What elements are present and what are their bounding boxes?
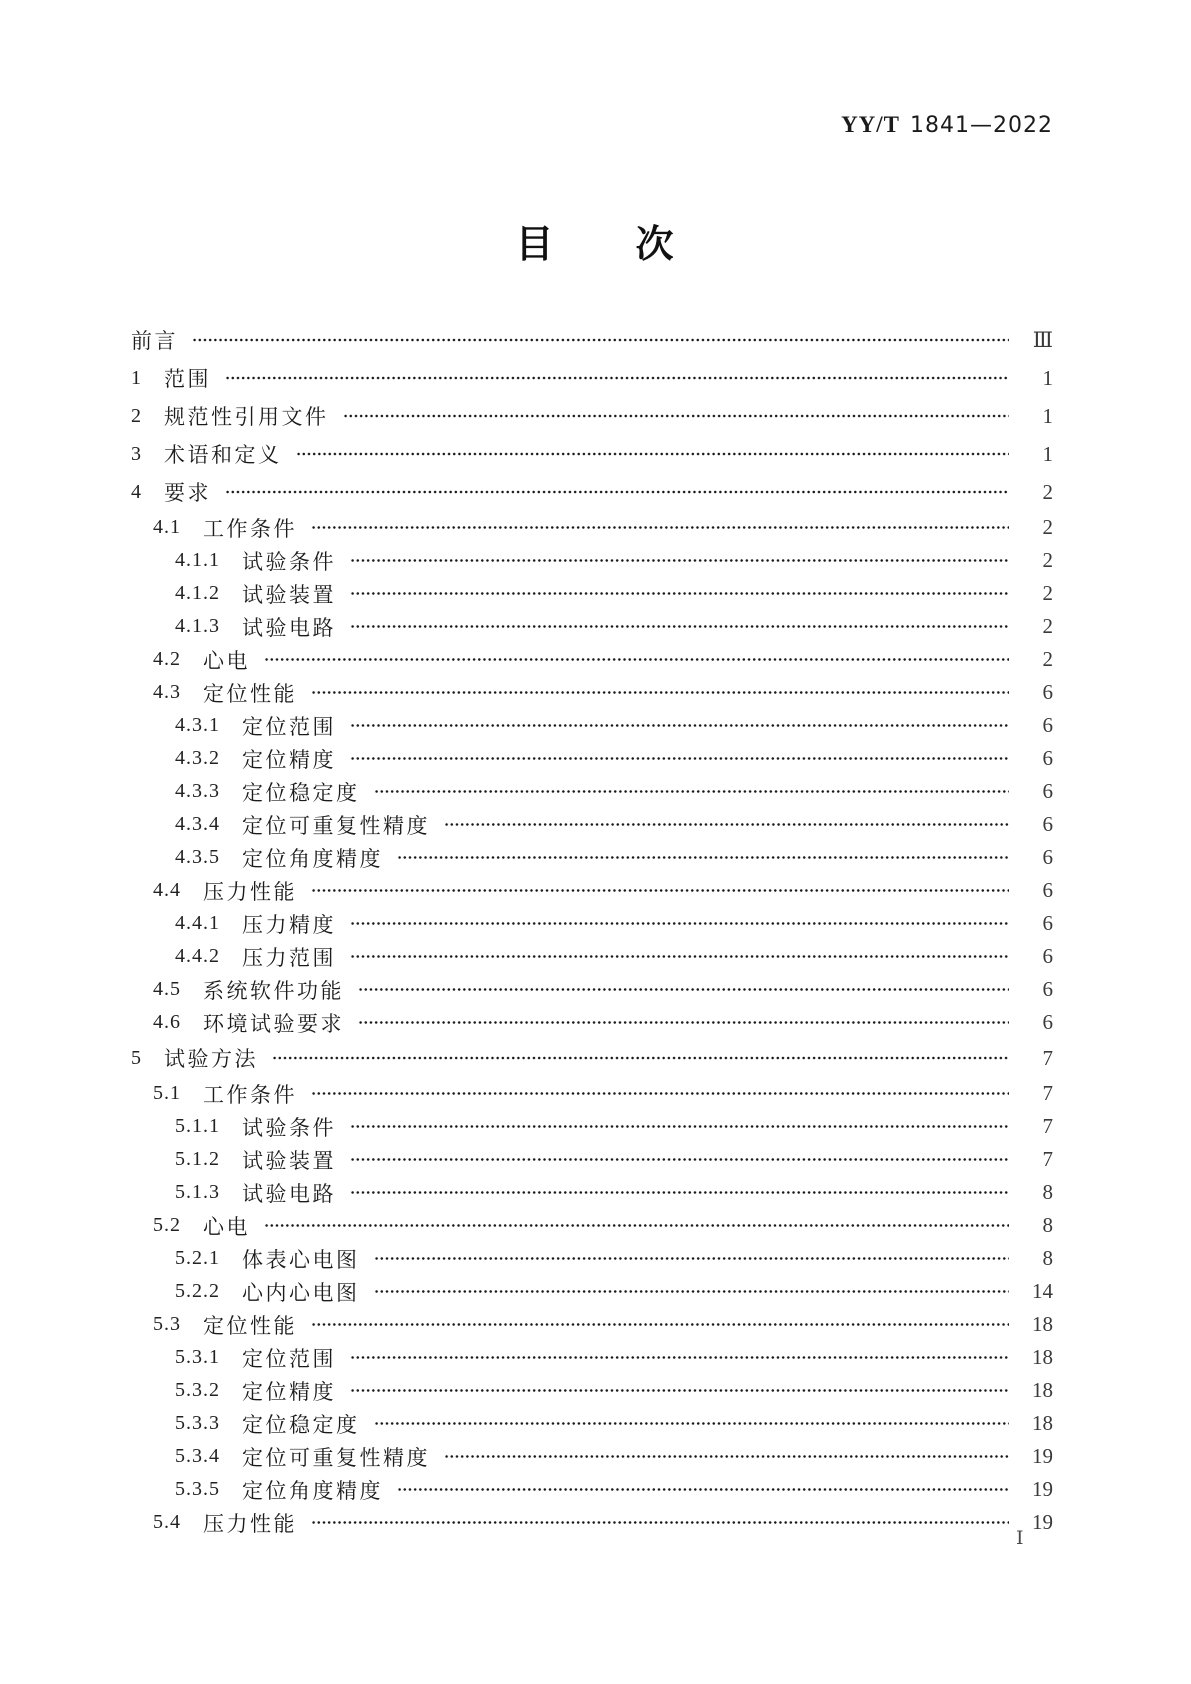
- toc-entry-label: 压力范围: [242, 945, 336, 970]
- toc-entry-page: 6: [1042, 944, 1053, 968]
- toc-entry-number: 5.2.2: [175, 1280, 220, 1302]
- toc-entry-page: 19: [1032, 1510, 1053, 1534]
- standard-number: 1841—2022: [910, 113, 1053, 138]
- toc-dot-leader: [311, 1506, 1009, 1539]
- toc-dot-leader: [444, 1440, 1009, 1473]
- toc-entry-number: 4.1.2: [175, 582, 220, 604]
- toc-entry-page: 6: [1042, 911, 1053, 935]
- toc-entry: [131, 435, 1053, 473]
- toc-entry-page: 6: [1042, 878, 1053, 902]
- toc-entry: [131, 1506, 1053, 1539]
- toc-entry-page: 6: [1042, 680, 1053, 704]
- toc-entry-label: 定位可重复性精度: [242, 813, 430, 838]
- toc-entry-label: 试验条件: [242, 549, 336, 574]
- toc-entry: [131, 1407, 1053, 1440]
- toc-entry-label: 定位精度: [242, 747, 336, 772]
- toc-dot-leader: [311, 511, 1009, 544]
- toc-entry-number: 5.1: [153, 1082, 181, 1104]
- toc-entry-label: 试验方法: [164, 1047, 258, 1071]
- toc-entry-label: 范围: [164, 367, 211, 391]
- toc-dot-leader: [358, 1006, 1009, 1039]
- toc-entry-label: 压力精度: [242, 912, 336, 937]
- toc-dot-leader: [272, 1039, 1009, 1077]
- toc-entry-number: 5.4: [153, 1511, 181, 1533]
- toc-entry: [131, 841, 1053, 874]
- toc-entry-number: 2: [131, 404, 142, 427]
- toc-dot-leader: [296, 435, 1010, 473]
- toc-entry-number: 4.1: [153, 516, 181, 538]
- toc-entry: [131, 940, 1053, 973]
- toc-entry-number: 5.3.2: [175, 1379, 220, 1401]
- toc-entry: [131, 709, 1053, 742]
- toc-entry: [131, 1374, 1053, 1407]
- toc-entry-page: 2: [1042, 479, 1053, 504]
- toc-dot-leader: [192, 321, 1009, 359]
- standard-prefix: YY/T: [841, 112, 901, 137]
- toc-entry-label: 系统软件功能: [203, 978, 344, 1003]
- toc-entry: [131, 1242, 1053, 1275]
- toc-entry-number: 5.1.1: [175, 1115, 220, 1137]
- toc-entry-page: 7: [1042, 1045, 1053, 1070]
- toc-entry-page: 2: [1042, 548, 1053, 572]
- toc-entry-page: 2: [1042, 614, 1053, 638]
- toc-entry-page: 18: [1032, 1411, 1053, 1435]
- toc-entry-label: 要求: [164, 481, 211, 505]
- toc-entry-number: 4.2: [153, 648, 181, 670]
- toc-entry-page: 8: [1042, 1213, 1053, 1237]
- toc-entry-label: 定位角度精度: [242, 846, 383, 871]
- toc-entry-label: 工作条件: [203, 516, 297, 541]
- toc-entry-number: 5.1.2: [175, 1148, 220, 1170]
- toc-entry-label: 前言: [131, 329, 178, 353]
- toc-entry-number: 4.1.3: [175, 615, 220, 637]
- toc-entry: [131, 643, 1053, 676]
- toc-entry: [131, 874, 1053, 907]
- toc-entry-page: Ⅲ: [1032, 327, 1053, 352]
- toc-entry-number: 4.4.2: [175, 945, 220, 967]
- toc-entry-label: 试验装置: [242, 582, 336, 607]
- toc-entry-number: 5.1.3: [175, 1181, 220, 1203]
- toc-entry-page: 6: [1042, 779, 1053, 803]
- toc-entry-page: 14: [1032, 1279, 1053, 1303]
- toc-entry: [131, 1039, 1053, 1077]
- toc-entry: [131, 1077, 1053, 1110]
- toc-dot-leader: [350, 1143, 1009, 1176]
- toc-entry-label: 定位稳定度: [242, 1412, 360, 1437]
- toc-dot-leader: [264, 643, 1009, 676]
- toc-entry-label: 体表心电图: [242, 1247, 360, 1272]
- toc-dot-leader: [350, 1176, 1009, 1209]
- toc-entry: [131, 808, 1053, 841]
- toc-entry-number: 4.3.4: [175, 813, 220, 835]
- toc-dot-leader: [350, 1374, 1009, 1407]
- toc-dot-leader: [350, 1341, 1009, 1374]
- toc-entry: [131, 511, 1053, 544]
- toc-entry-number: 5.3: [153, 1313, 181, 1335]
- toc-entry-page: 1: [1042, 365, 1053, 390]
- toc-entry-label: 术语和定义: [164, 443, 282, 467]
- toc-entry-label: 定位性能: [203, 681, 297, 706]
- toc-entry: [131, 1143, 1053, 1176]
- toc-entry: [131, 1176, 1053, 1209]
- toc-entry: [131, 1110, 1053, 1143]
- toc-entry-number: 4.3: [153, 681, 181, 703]
- toc-entry-page: 6: [1042, 746, 1053, 770]
- toc-dot-leader: [225, 359, 1009, 397]
- toc-entry: [131, 676, 1053, 709]
- toc-dot-leader: [311, 874, 1009, 907]
- toc-entry-label: 定位范围: [242, 1346, 336, 1371]
- toc-entry-page: 7: [1042, 1114, 1053, 1138]
- toc-dot-leader: [350, 1110, 1009, 1143]
- toc-entry: [131, 1341, 1053, 1374]
- toc-entry-page: 7: [1042, 1147, 1053, 1171]
- toc-entry-label: 试验条件: [242, 1115, 336, 1140]
- toc-entry-number: 1: [131, 366, 142, 389]
- toc-entry: [131, 473, 1053, 511]
- toc-entry: [131, 544, 1053, 577]
- toc-dot-leader: [358, 973, 1009, 1006]
- toc-entry-page: 6: [1042, 977, 1053, 1001]
- toc-entry-number: 5.2: [153, 1214, 181, 1236]
- toc-entry-number: 4.5: [153, 978, 181, 1000]
- toc-entry-label: 压力性能: [203, 1511, 297, 1536]
- toc-entry-number: 5.3.3: [175, 1412, 220, 1434]
- toc-entry-label: 试验电路: [242, 615, 336, 640]
- toc-entry-page: 6: [1042, 845, 1053, 869]
- toc-entry-label: 心内心电图: [242, 1280, 360, 1305]
- toc-entry-number: 4.3.3: [175, 780, 220, 802]
- toc-entry-label: 规范性引用文件: [164, 405, 329, 429]
- toc-entry-page: 18: [1032, 1312, 1053, 1336]
- toc-entry-number: 4.4.1: [175, 912, 220, 934]
- toc-entry-label: 定位精度: [242, 1379, 336, 1404]
- toc-entry: [131, 397, 1053, 435]
- toc-entry-label: 试验电路: [242, 1181, 336, 1206]
- toc-entry-number: 5: [131, 1046, 142, 1069]
- toc-entry-page: 1: [1042, 441, 1053, 466]
- toc-entry: [131, 321, 1053, 359]
- toc-dot-leader: [374, 1407, 1010, 1440]
- toc-entry-label: 定位稳定度: [242, 780, 360, 805]
- toc-entry-number: 4.1.1: [175, 549, 220, 571]
- toc-dot-leader: [397, 841, 1009, 874]
- toc-entry-label: 试验装置: [242, 1148, 336, 1173]
- footer-page-number: Ⅰ: [1016, 1528, 1024, 1549]
- toc-entry-number: 5.3.1: [175, 1346, 220, 1368]
- toc-dot-leader: [350, 544, 1009, 577]
- toc-dot-leader: [264, 1209, 1009, 1242]
- toc-entry-label: 工作条件: [203, 1082, 297, 1107]
- toc-entry-label: 心电: [203, 648, 250, 673]
- toc-entry-page: 7: [1042, 1081, 1053, 1105]
- toc-entry-number: 4: [131, 480, 142, 503]
- toc-entry: [131, 359, 1053, 397]
- toc-entry-page: 6: [1042, 812, 1053, 836]
- toc-entry-number: 3: [131, 442, 142, 465]
- toc-dot-leader: [374, 1275, 1010, 1308]
- toc-entry: [131, 742, 1053, 775]
- toc-entry-page: 6: [1042, 713, 1053, 737]
- page-title: 目 次: [515, 224, 676, 266]
- toc-dot-leader: [311, 676, 1009, 709]
- toc-entry-label: 定位性能: [203, 1313, 297, 1338]
- toc-entry-number: 5.2.1: [175, 1247, 220, 1269]
- toc-entry: [131, 1473, 1053, 1506]
- toc-entry-page: 6: [1042, 1010, 1053, 1034]
- toc-dot-leader: [397, 1473, 1009, 1506]
- toc-dot-leader: [311, 1077, 1009, 1110]
- toc-dot-leader: [350, 610, 1009, 643]
- toc-entry-number: 4.3.2: [175, 747, 220, 769]
- toc-entry-number: 5.3.5: [175, 1478, 220, 1500]
- toc-entry-number: 4.6: [153, 1011, 181, 1033]
- toc-entry: [131, 775, 1053, 808]
- toc-entry-label: 压力性能: [203, 879, 297, 904]
- toc-entry-page: 2: [1042, 515, 1053, 539]
- toc-entry-page: 8: [1042, 1180, 1053, 1204]
- toc-entry-page: 18: [1032, 1345, 1053, 1369]
- toc-entry-page: 1: [1042, 403, 1053, 428]
- toc-entry-number: 4.3.5: [175, 846, 220, 868]
- toc-dot-leader: [350, 709, 1009, 742]
- toc-dot-leader: [350, 742, 1009, 775]
- toc-dot-leader: [374, 775, 1010, 808]
- toc-entry-label: 环境试验要求: [203, 1011, 344, 1036]
- toc-entry-number: 4.3.1: [175, 714, 220, 736]
- toc-dot-leader: [374, 1242, 1010, 1275]
- toc-dot-leader: [350, 940, 1009, 973]
- toc-dot-leader: [444, 808, 1009, 841]
- toc-entry: [131, 1308, 1053, 1341]
- toc-entry-number: 4.4: [153, 879, 181, 901]
- toc-dot-leader: [311, 1308, 1009, 1341]
- toc-dot-leader: [350, 577, 1009, 610]
- toc-dot-leader: [225, 473, 1009, 511]
- toc-entry-label: 定位可重复性精度: [242, 1445, 430, 1470]
- toc-entry-label: 定位范围: [242, 714, 336, 739]
- toc-entry-page: 2: [1042, 581, 1053, 605]
- toc-list: [131, 321, 1053, 1539]
- toc-entry: [131, 577, 1053, 610]
- toc-entry: [131, 973, 1053, 1006]
- toc-entry-number: 5.3.4: [175, 1445, 220, 1467]
- toc-entry: [131, 610, 1053, 643]
- toc-entry-page: 19: [1032, 1444, 1053, 1468]
- toc-entry-page: 19: [1032, 1477, 1053, 1501]
- toc-dot-leader: [350, 907, 1009, 940]
- toc-entry-page: 2: [1042, 647, 1053, 671]
- toc-dot-leader: [343, 397, 1010, 435]
- toc-entry: [131, 1440, 1053, 1473]
- toc-entry: [131, 1209, 1053, 1242]
- standard-code-header: [841, 112, 1053, 138]
- toc-entry-label: 定位角度精度: [242, 1478, 383, 1503]
- toc-entry: [131, 1006, 1053, 1039]
- toc-entry-page: 18: [1032, 1378, 1053, 1402]
- toc-entry-page: 8: [1042, 1246, 1053, 1270]
- toc-entry-label: 心电: [203, 1214, 250, 1239]
- toc-entry: [131, 907, 1053, 940]
- toc-entry: [131, 1275, 1053, 1308]
